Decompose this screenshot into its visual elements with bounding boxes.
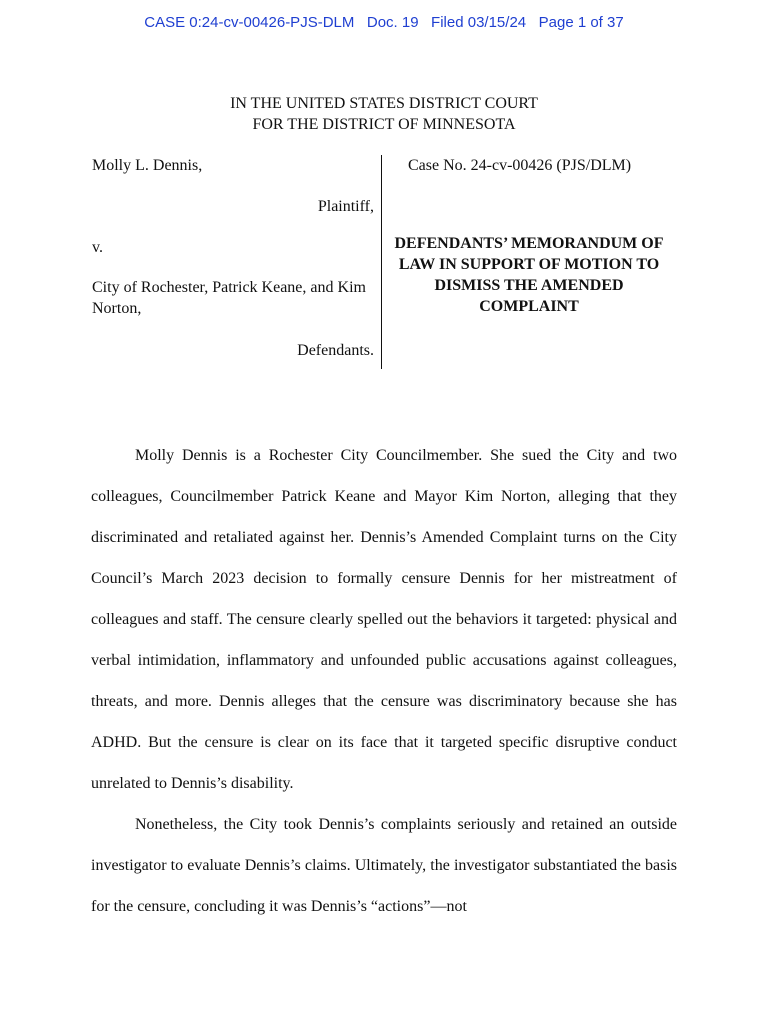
case-number: Case No. 24-cv-00426 (PJS/DLM) bbox=[408, 157, 632, 174]
body-paragraph: Molly Dennis is a Rochester City Councilmember. She sued the City and two colleagues, Councilmember Patrick Keane and Mayor Kim Norton, alleging that they discriminated and retaliated against her. Dennis’s Amended Complaint turns on the City Council’s March 2023 decision to formally censure Dennis for her mistreatment of colleagues and staff. The censure clearly spelled out the behaviors it targeted: physical and verbal intimidation, inflammatory and unfounded public accusations against colleagues, threats, and more. Dennis alleges that the censure was discriminatory because she has ADHD. But the censure is clear on its face that it targeted specific disruptive conduct unrelated to Dennis’s disability. bbox=[91, 447, 677, 792]
memorandum-body bbox=[91, 435, 677, 927]
defendants-label: Defendants. bbox=[297, 342, 374, 359]
defendants-names: City of Rochester, Patrick Keane, and Kim Norton, bbox=[92, 279, 366, 317]
court-district-line: FOR THE DISTRICT OF MINNESOTA bbox=[252, 116, 516, 133]
court-name-line: IN THE UNITED STATES DISTRICT COURT bbox=[230, 95, 538, 112]
body-paragraph: Nonetheless, the City took Dennis’s complaints seriously and retained an outside investigator to evaluate Dennis’s claims. Ultimately, the investigator substantiated the basis for the censure, concluding it was Dennis’s “actions”—not bbox=[91, 816, 677, 915]
court-heading bbox=[0, 93, 768, 135]
filing-header-stamp: CASE 0:24-cv-00426-PJS-DLM Doc. 19 Filed 03/15/24 Page 1 of 37 bbox=[144, 14, 624, 31]
plaintiff-name: Molly L. Dennis, bbox=[92, 157, 203, 174]
versus-label: v. bbox=[92, 239, 103, 256]
caption-divider bbox=[381, 155, 382, 369]
plaintiff-label: Plaintiff, bbox=[317, 198, 374, 215]
document-title: DEFENDANTS’ MEMORANDUM OF LAW IN SUPPORT OF MOTION TO DISMISS THE AMENDED COMPLAINT bbox=[394, 235, 664, 315]
